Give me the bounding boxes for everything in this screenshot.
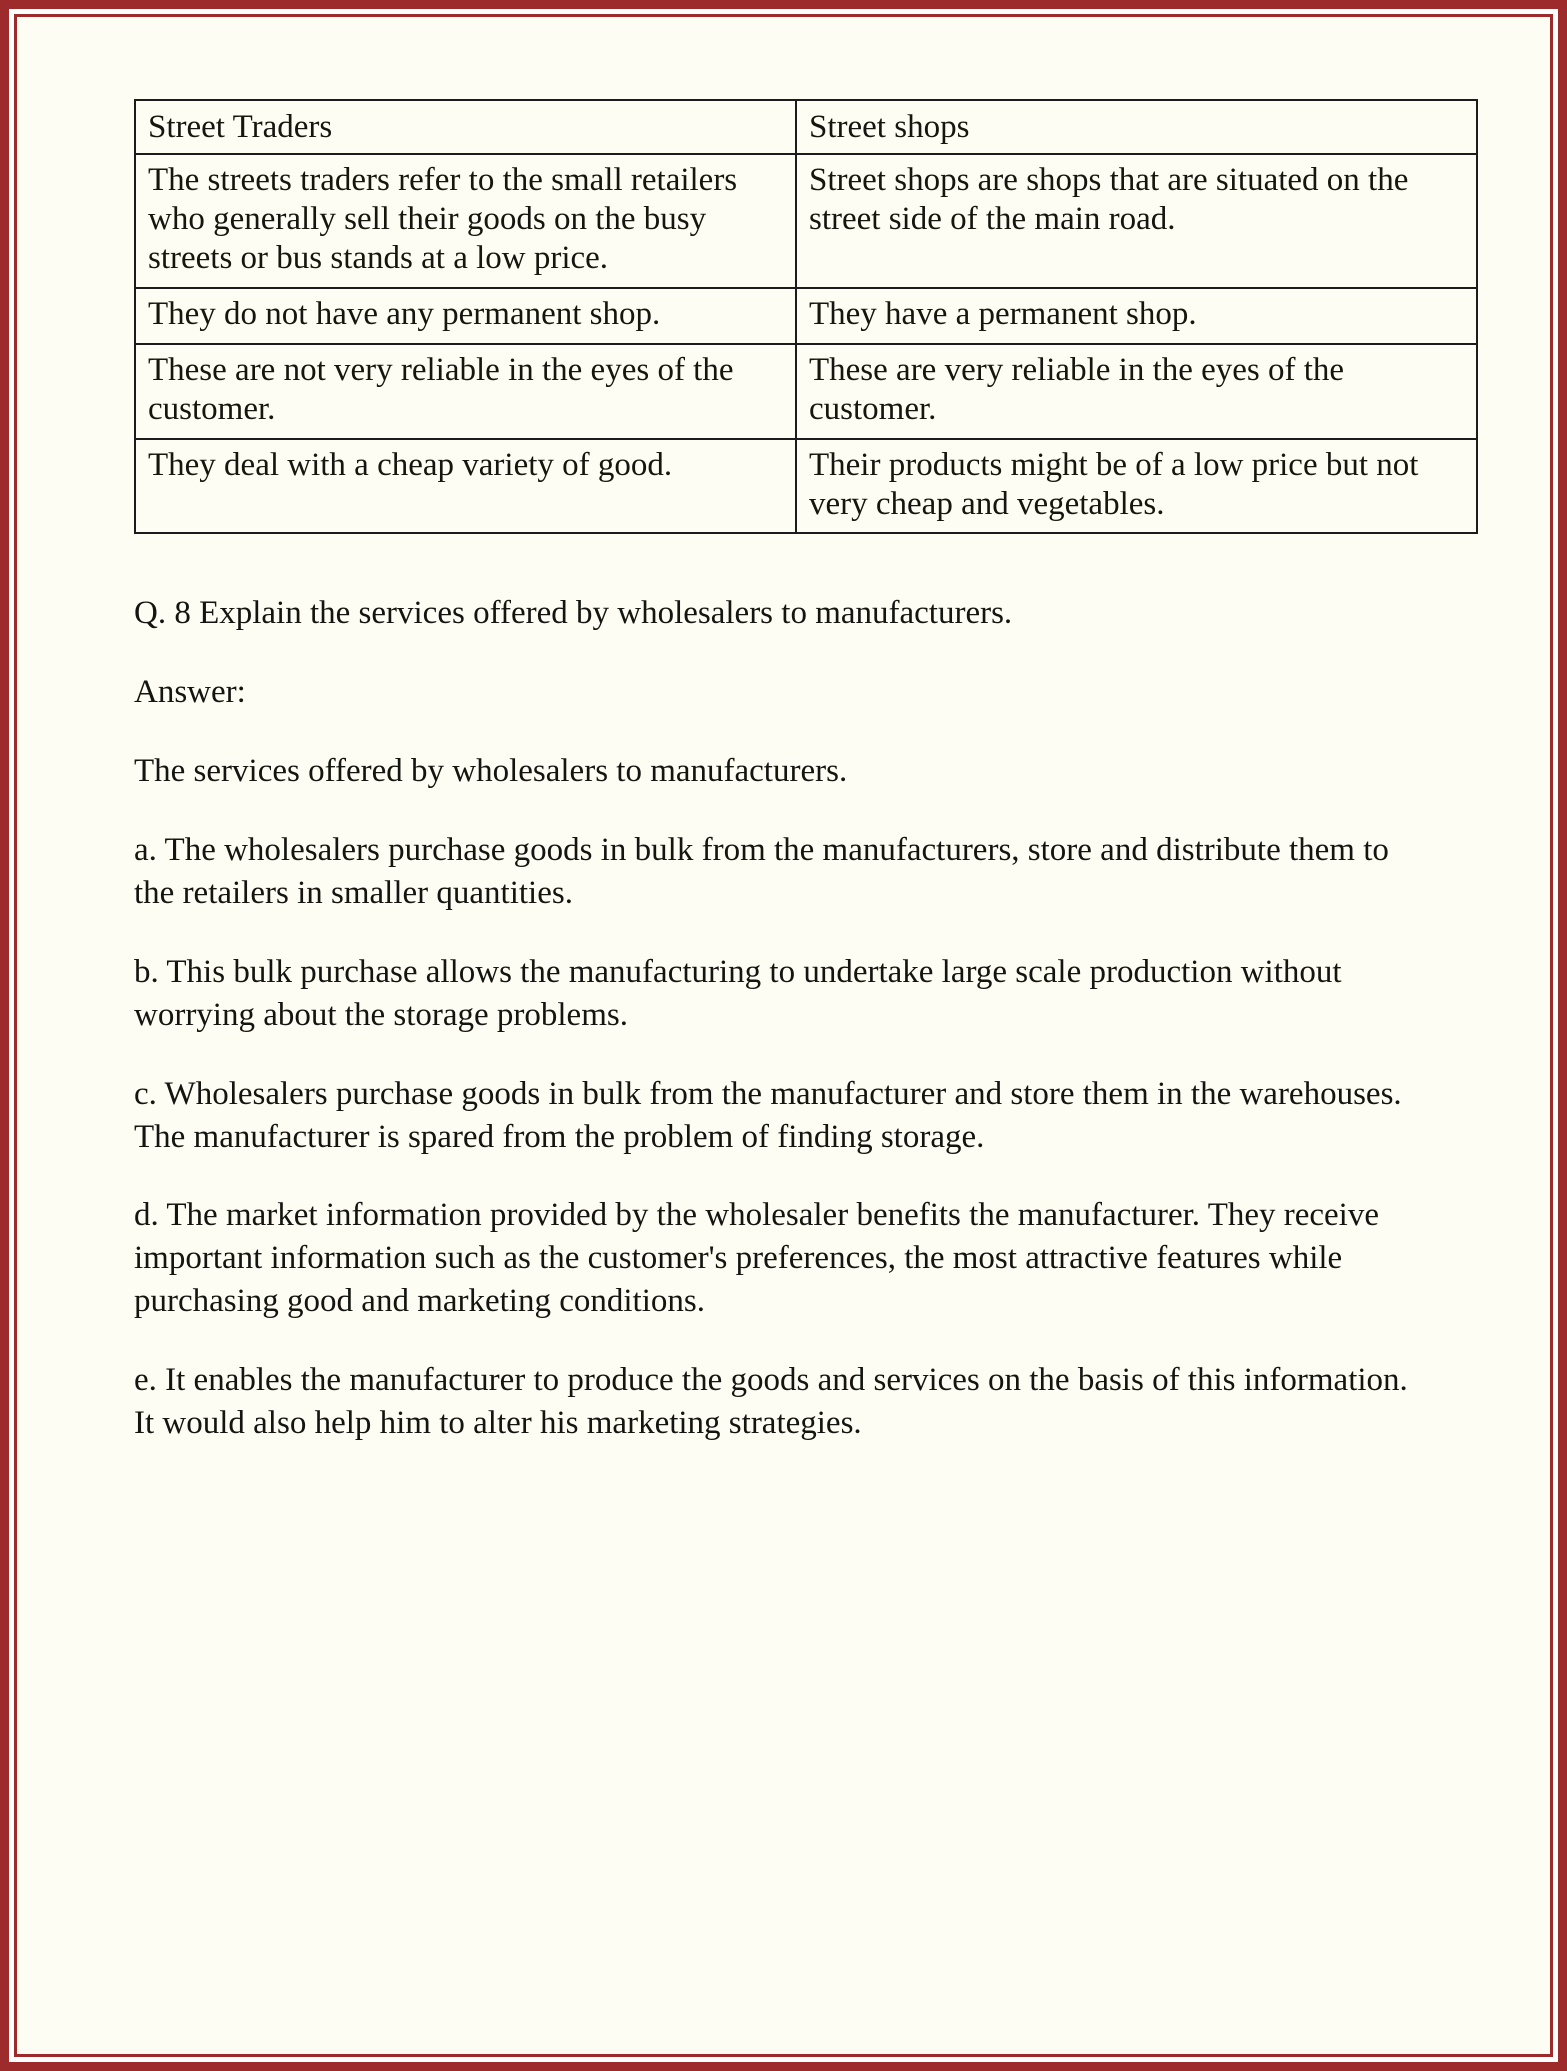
table-column-header-street-shops: Street shops [796, 100, 1477, 154]
table-row [135, 288, 1477, 344]
table-cell-street-traders: The streets traders refer to the small retailers who generally sell their goods on the busy streets or bus stands at a low price. [135, 154, 796, 288]
table-row [135, 154, 1477, 288]
page-content [17, 17, 1550, 2054]
answer-point-e: e. It enables the manufacturer to produce the goods and services on the basis of this information. It would also help him to alter his marketing strategies. [134, 1362, 1408, 1442]
question-text: Q. 8 Explain the services offered by wholesalers to manufacturers. [134, 595, 1013, 632]
table-row [135, 439, 1477, 534]
page-frame-inner [14, 14, 1553, 2057]
table-column-header-street-traders: Street Traders [135, 100, 796, 154]
answer-point-c: c. Wholesalers purchase goods in bulk from the manufacturer and store them in the warehouses. The manufacturer is spared from the problem of finding storage. [134, 1075, 1402, 1155]
table-row [135, 344, 1477, 439]
table-cell-street-shops: Street shops are shops that are situated on the street side of the main road. [796, 154, 1477, 288]
answer-intro: The services offered by wholesalers to manufacturers. [134, 753, 848, 790]
comparison-table [134, 99, 1478, 534]
table-header-row [135, 100, 1477, 154]
answer-label: Answer: [134, 674, 246, 711]
answer-point-d: d. The market information provided by the wholesaler benefits the manufacturer. They receive important information such as the customer's preferences, the most attractive features while purchasing good and marketing conditions. [134, 1197, 1379, 1320]
table-cell-street-shops: Their products might be of a low price but not very cheap and vegetables. [796, 439, 1477, 534]
table-cell-street-traders: These are not very reliable in the eyes of the customer. [135, 344, 796, 439]
table-cell-street-traders: They do not have any permanent shop. [135, 288, 796, 344]
table-cell-street-traders: They deal with a cheap variety of good. [135, 439, 796, 534]
answer-point-b: b. This bulk purchase allows the manufacturing to undertake large scale production without worrying about the storage problems. [134, 953, 1342, 1033]
table-cell-street-shops: They have a permanent shop. [796, 288, 1477, 344]
answer-point-a: a. The wholesalers purchase goods in bulk from the manufacturers, store and distribute them to the retailers in smaller quantities. [134, 832, 1389, 911]
answer-section [134, 592, 1445, 1444]
table-cell-street-shops: These are very reliable in the eyes of the customer. [796, 344, 1477, 439]
